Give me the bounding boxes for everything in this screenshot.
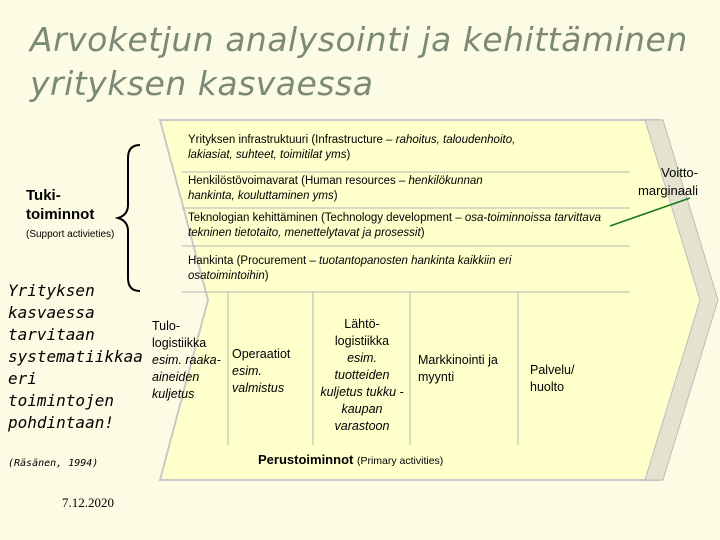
primary-label: Perustoiminnot [258,452,354,467]
technology-tail: ) [420,227,425,239]
procurement-items: tuotantopanosten hankinta kaikkiin eri osatoimintoihin [188,255,512,282]
primary-column-service [530,362,605,396]
page-title: Arvoketjun analysointi ja kehittäminen yrityksen kasvaessa [30,20,688,103]
column-name: Markkinointi ja myynti [418,353,498,384]
procurement-head: Hankinta (Procurement – [188,255,320,267]
primary-column-outbound [318,316,406,435]
primary-column-inbound [152,318,224,403]
slide-date: 7.12.2020 [62,495,114,510]
support-subtitle: (Support activieties) [26,229,115,240]
column-name: Lähtö-logistiikka [334,317,390,348]
support-title: Tuki-toiminnot [26,187,95,223]
hr-head: Henkilöstövoimavarat (Human resources – [188,175,409,187]
technology-items: osa-toiminnoissa tarvittava tekninen tietotaito, menettelytavat ja prosessit [188,212,601,239]
technology-head: Teknologian kehittäminen (Technology development – [188,212,465,224]
column-name: Tulo-logistiikka [152,319,207,350]
column-example: esim. valmistus [232,364,285,395]
infrastructure-tail: ) [346,149,351,161]
support-procurement [188,254,558,284]
hr-tail: ) [333,190,338,202]
support-hr [188,174,488,204]
margin-label: Voitto-marginaali [638,165,698,198]
primary-label-en: (Primary activities) [356,455,444,467]
primary-column-marketing [418,352,513,386]
support-technology [188,211,628,241]
infrastructure-items: rahoitus, taloudenhoito, lakiasiat, suhteet, toimitilat yms [188,134,516,161]
support-infrastructure [188,133,518,163]
citation: (Räsänen, 1994) [8,458,99,469]
column-example: esim. raaka-aineiden kuljetus [152,353,221,401]
primary-activities-label [258,452,443,467]
support-brace [118,145,140,291]
primary-column-operations [232,346,310,397]
hr-items: henkilökunnan hankinta, kouluttaminen yms [188,175,483,202]
growth-note: Yrityksen kasvaessa tarvitaan systematiikkaa eri toimintojen pohdintaan! [8,281,143,432]
column-name: Operaatiot [232,347,291,361]
procurement-tail: ) [264,270,269,282]
column-name: Palvelu/ huolto [530,363,575,394]
column-example: esim. tuotteiden kuljetus tukku -kaupan varastoon [320,351,404,433]
infrastructure-head: Yrityksen infrastruktuuri (Infrastructure – [188,134,396,146]
